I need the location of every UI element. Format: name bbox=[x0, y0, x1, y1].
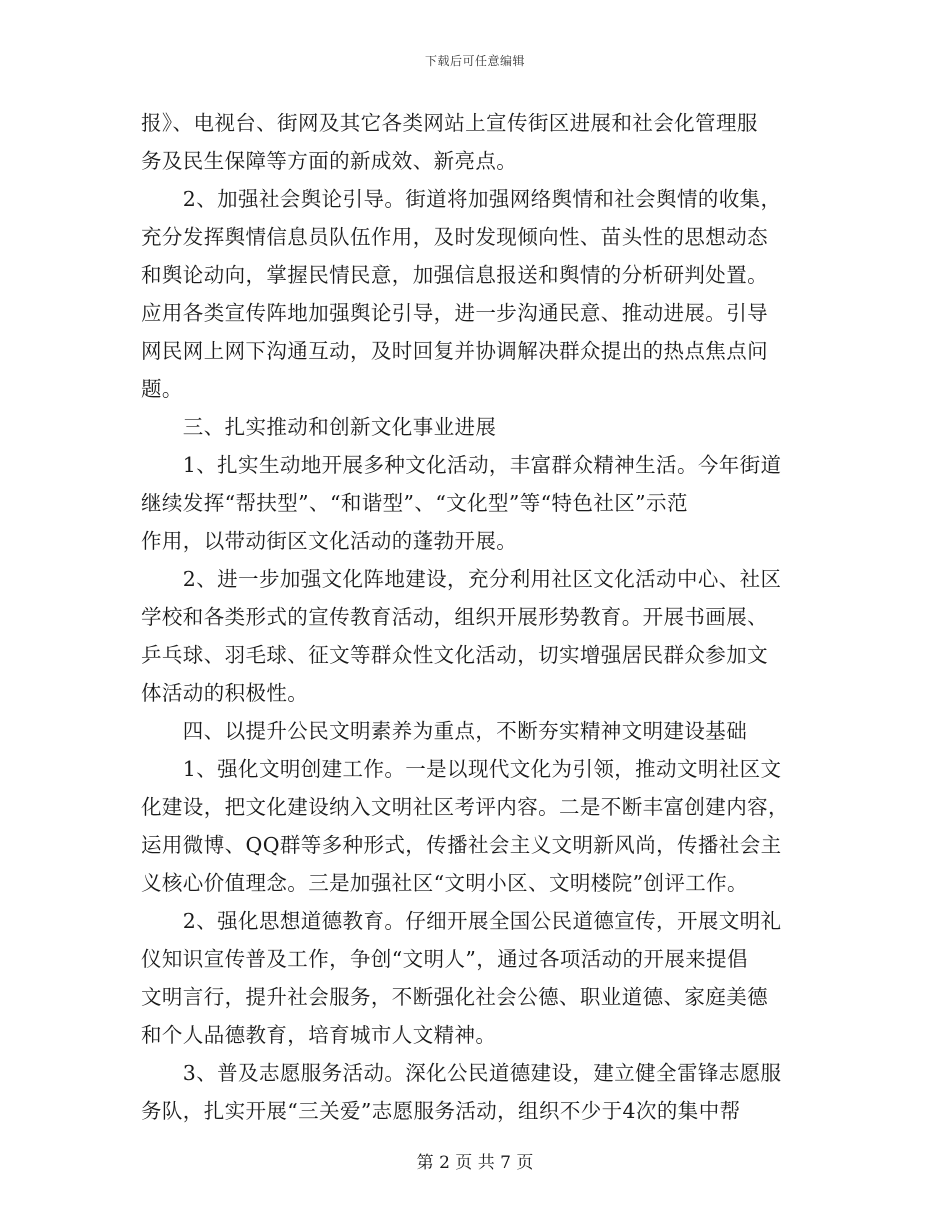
text-line: 应用各类宣传阵地加强舆论引导，进一步沟通民意、推动进展。引导 bbox=[141, 301, 768, 325]
document-body bbox=[141, 104, 801, 1130]
text-line: 3、普及志愿服务活动。深化公民道德建设，建立健全雷锋志愿服 bbox=[141, 1061, 782, 1085]
text-line: 1、扎实生动地开展多种文化活动，丰富群众精神生活。今年街道 bbox=[141, 453, 782, 477]
text-line: 报》、电视台、街网及其它各类网站上宣传街区进展和社会化管理服 bbox=[141, 111, 758, 135]
text-line: 乒乓球、羽毛球、征文等群众性文化活动，切实增强居民群众参加文 bbox=[141, 643, 768, 667]
text-line: 仪知识宣传普及工作，争创“文明人”，通过各项活动的开展来提倡 bbox=[141, 947, 748, 971]
text-line: 务及民生保障等方面的新成效、新亮点。 bbox=[141, 149, 518, 173]
page-footer: 第 2 页 共 7 页 bbox=[416, 1153, 534, 1173]
text-line: 体活动的积极性。 bbox=[141, 681, 309, 705]
text-line: 2、进一步加强文化阵地建设，充分利用社区文化活动中心、社区 bbox=[141, 567, 782, 591]
text-line: 三、扎实推动和创新文化事业进展 bbox=[141, 415, 497, 439]
page-header: 下载后可任意编辑 bbox=[424, 54, 525, 68]
text-line: 作用，以带动街区文化活动的蓬勃开展。 bbox=[141, 529, 518, 553]
text-line: 和个人品德教育，培育城市人文精神。 bbox=[141, 1023, 497, 1047]
text-line: 义核心价值理念。三是加强社区“文明小区、文明楼院”创评工作。 bbox=[141, 871, 748, 895]
text-line: 运用微博、QQ群等多种形式，传播社会主义文明新风尚，传播社会主 bbox=[141, 833, 782, 857]
text-line: 继续发挥“帮扶型”、“和谐型”、“文化型”等“特色社区”示范 bbox=[141, 491, 688, 515]
text-line: 学校和各类形式的宣传教育活动，组织开展形势教育。开展书画展、 bbox=[141, 605, 768, 629]
text-line: 化建设，把文化建设纳入文明社区考评内容。二是不断丰富创建内容， bbox=[141, 795, 789, 819]
text-line: 和舆论动向，掌握民情民意，加强信息报送和舆情的分析研判处置。 bbox=[141, 263, 768, 287]
text-line: 1、强化文明创建工作。一是以现代文化为引领，推动文明社区文 bbox=[141, 757, 782, 781]
text-line: 务队，扎实开展“三关爱”志愿服务活动，组织不少于4次的集中帮 bbox=[141, 1099, 741, 1123]
text-line: 文明言行，提升社会服务，不断强化社会公德、职业道德、家庭美德 bbox=[141, 985, 768, 1009]
text-line: 题。 bbox=[141, 377, 183, 401]
text-line: 2、加强社会舆论引导。街道将加强网络舆情和社会舆情的收集， bbox=[141, 187, 782, 211]
text-line: 充分发挥舆情信息员队伍作用，及时发现倾向性、苗头性的思想动态 bbox=[141, 225, 768, 249]
text-line: 四、以提升公民文明素养为重点，不断夯实精神文明建设基础 bbox=[141, 719, 748, 743]
text-line: 网民网上网下沟通互动，及时回复并协调解决群众提出的热点焦点问 bbox=[141, 339, 768, 363]
text-line: 2、强化思想道德教育。仔细开展全国公民道德宣传，开展文明礼 bbox=[141, 909, 782, 933]
